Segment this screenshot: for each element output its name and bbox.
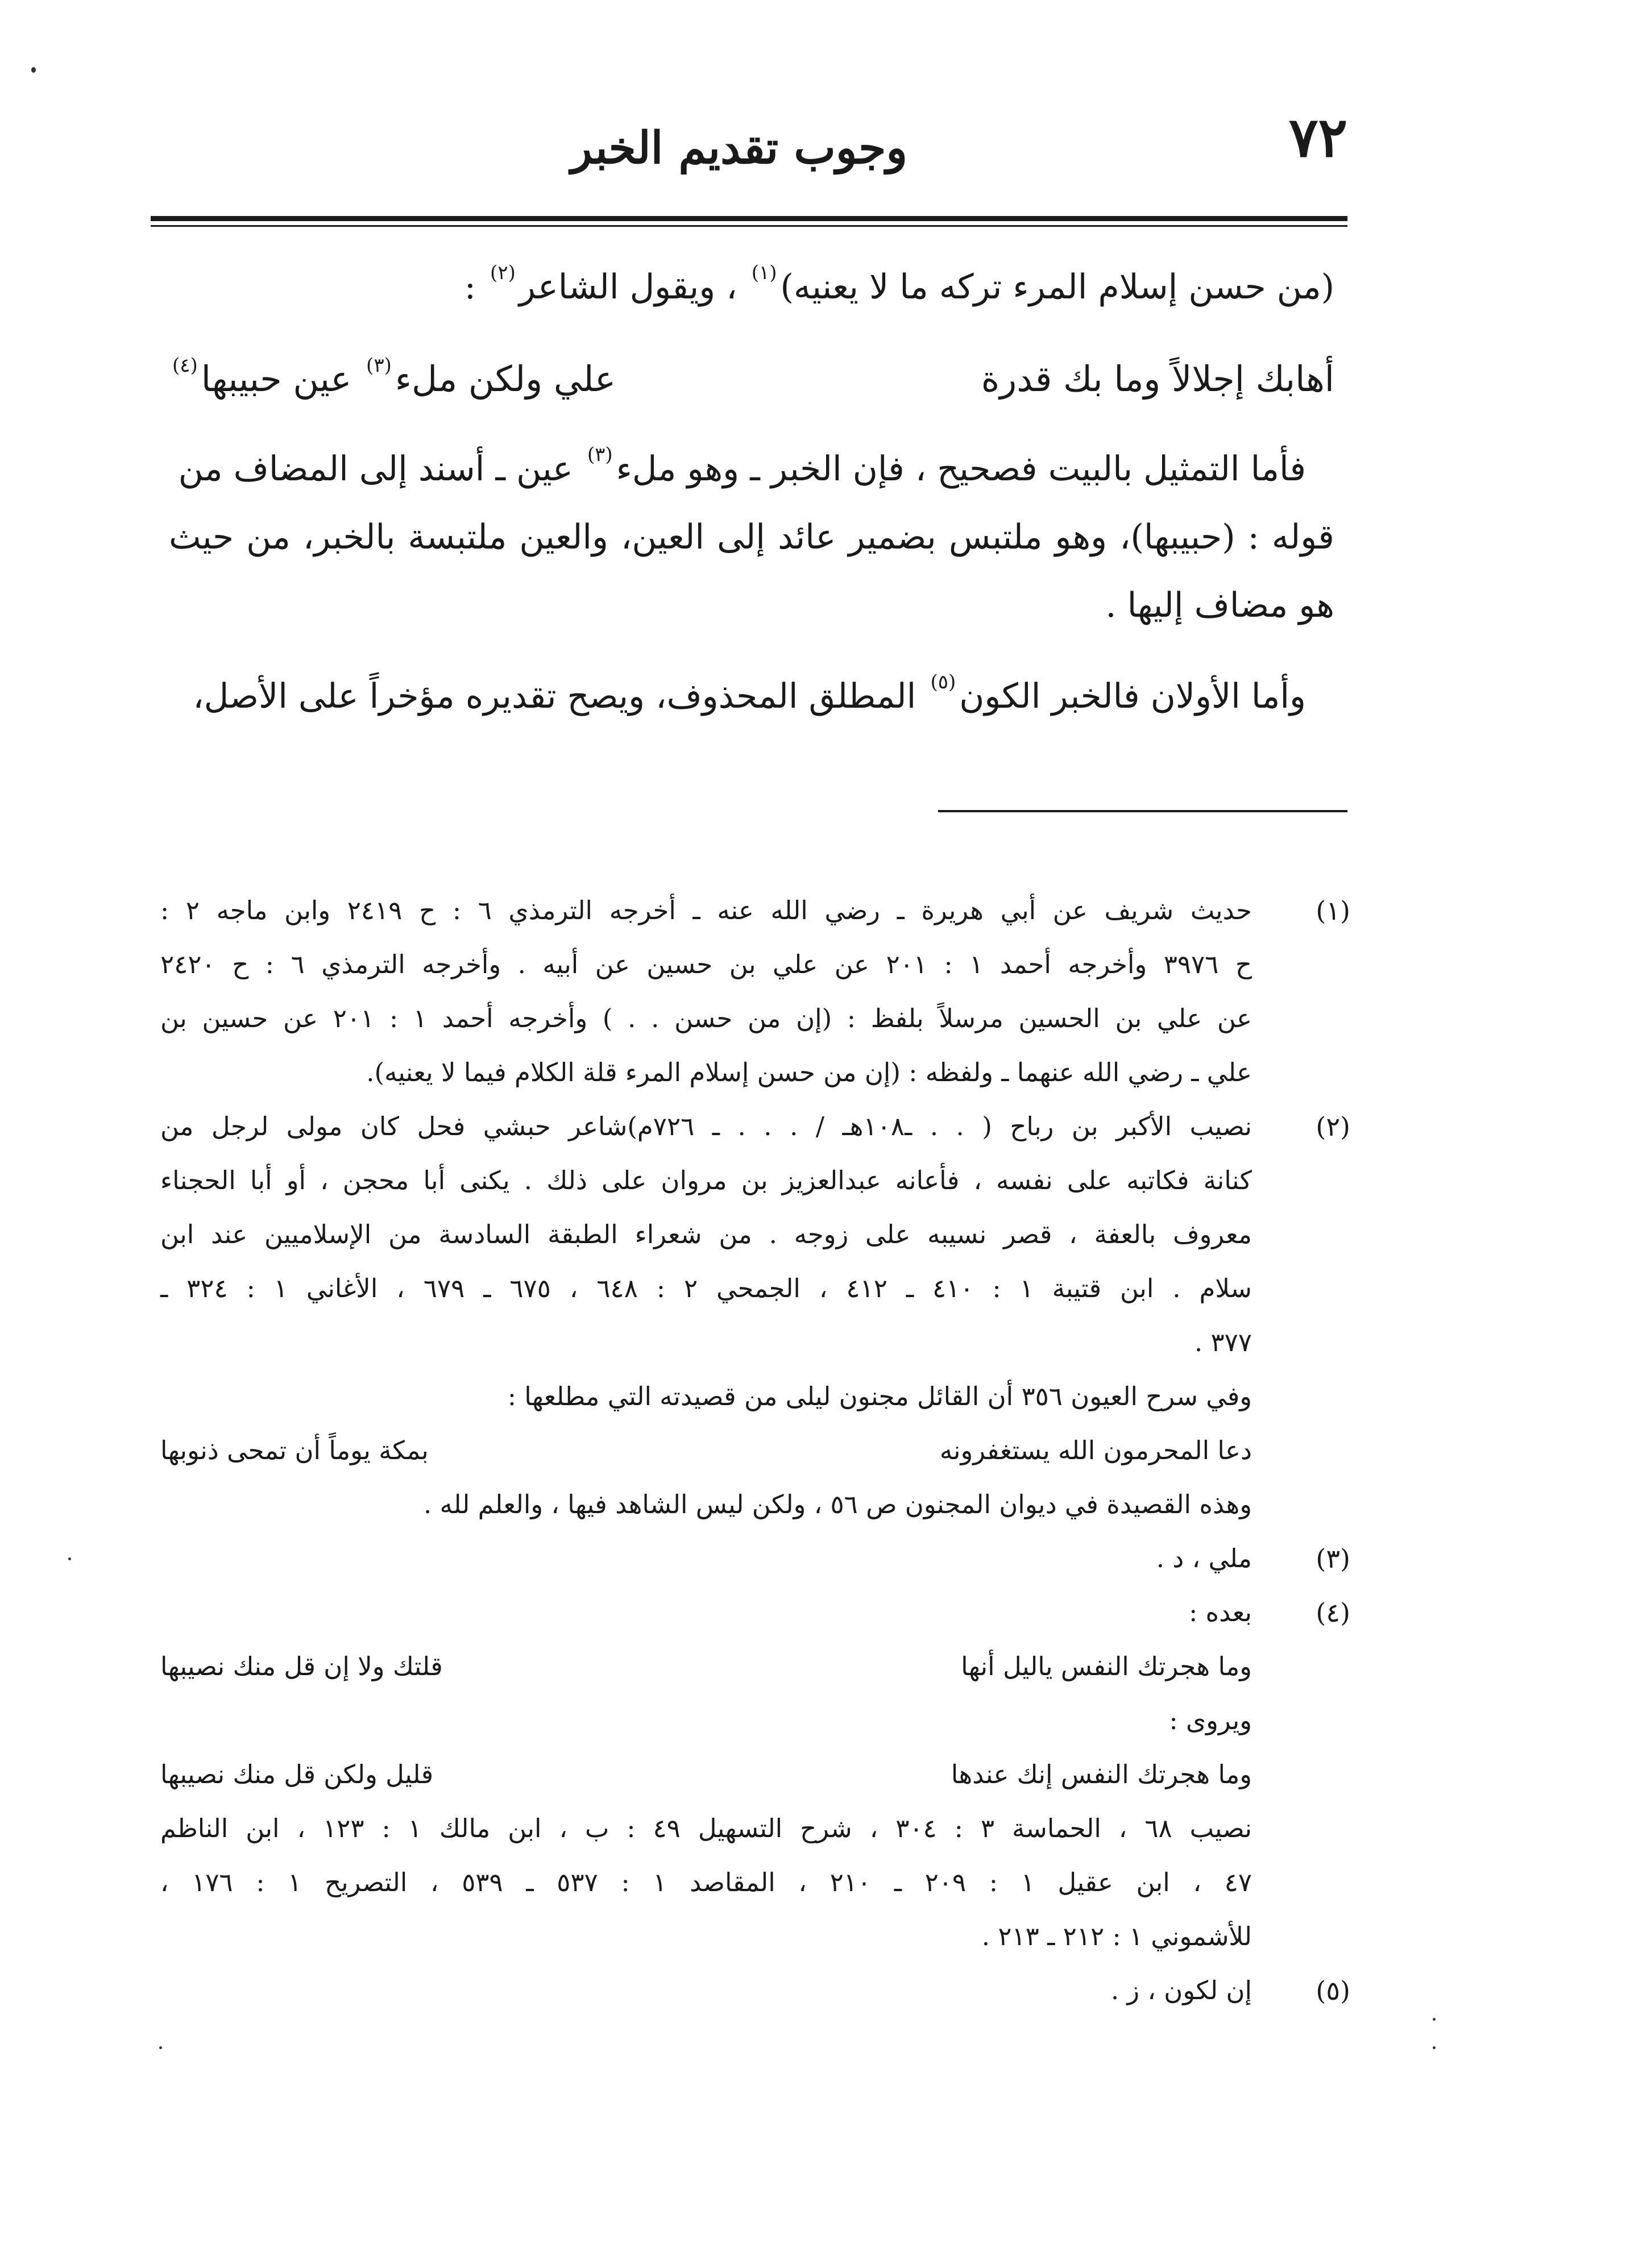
footnote-2-line: ٣٧٧ . — [1194, 1327, 1252, 1357]
footnote-5-text: إن لكون ، ز . — [1110, 1975, 1252, 2005]
footnote-ref: (٣) — [366, 354, 392, 377]
paragraph-1-line-3: هو مضاف إليها . — [1105, 585, 1334, 625]
main-line-1: (من حسن إسلام المرء تركه ما لا يعنيه)$^{(١)}$ ، ويقول الشاعر$^{(٢)}$ : — [464, 261, 1334, 307]
footnote-2-verse — [160, 1435, 1252, 1465]
paragraph-1-line-1: فأما التمثيل بالبيت فصحيح ، فإن الخبر ـ وهو ملء$^{(٣)}$ عين ـ أسند إلى المضاف من — [178, 443, 1306, 489]
verse-hemistich-2: قليل ولكن قل منك نصيبها — [160, 1759, 434, 1789]
footnote-3-text: ملي ، د . — [1156, 1543, 1252, 1573]
footnote-number: (٢) — [1316, 1111, 1350, 1142]
header-rule-thin — [151, 225, 1347, 227]
footnote-number: (٣) — [1316, 1543, 1350, 1574]
footnote-number: (٥) — [1316, 1975, 1350, 2006]
footnote-1-line: علي ـ رضي الله عنهما ـ ولفظه : (إن من حسن إسلام المرء قلة الكلام فيما لا يعنيه). — [366, 1057, 1252, 1087]
footnote-1-line: ح ٣٩٧٦ وأخرجه أحمد ١ : ٢٠١ عن علي بن حسين عن أبيه . وأخرجه الترمذي ٦ : ح ٢٤٢٠ — [160, 949, 1252, 979]
footnote-ref: (٤) — [172, 354, 198, 377]
footnote-ref: (١) — [751, 261, 777, 284]
verse-hemistich-2: علي ولكن ملء$^{(٣)}$ عين حبيبها$^{(٤)}$ — [172, 354, 616, 400]
footnote-2-line: وهذه القصيدة في ديوان المجنون ص ٥٦ ، ولكن ليس الشاهد فيها ، والعلم لله . — [423, 1489, 1252, 1519]
header-rule — [151, 216, 1347, 221]
scan-speck — [68, 1557, 71, 1560]
scan-speck — [1433, 2018, 1436, 2021]
footnote-ref: (٢) — [490, 261, 516, 284]
footnote-4-verse — [160, 1651, 1252, 1681]
scan-speck — [31, 67, 36, 73]
running-head: وجوب تقديم الخبر — [570, 122, 907, 174]
verse-hemistich-2: قلتك ولا إن قل منك نصيبها — [160, 1651, 443, 1681]
footnote-ref: (٥) — [930, 671, 956, 693]
footnote-4-line: ٤٧ ، ابن عقيل ١ : ٢٠٩ ـ ٢١٠ ، المقاصد ١ : ٥٣٧ ـ ٥٣٩ ، التصريح ١ : ١٧٦ ، — [160, 1867, 1252, 1897]
footnote-2-line: سلام . ابن قتيبة ١ : ٤١٠ ـ ٤١٢ ، الجمحي ٢ : ٦٤٨ ، ٦٧٥ ـ ٦٧٩ ، الأغاني ١ : ٣٢٤ ـ — [160, 1273, 1252, 1303]
footnote-4-line: بعده : — [1189, 1597, 1252, 1627]
footnote-ref: (٣) — [587, 443, 613, 466]
footnote-2-line: كنانة فكاتبه على نفسه ، فأعانه عبدالعزيز بن مروان على ذلك . يكنى أبا محجن ، أو أبا الحجناء — [160, 1165, 1252, 1195]
scan-speck — [1433, 2046, 1436, 2049]
paragraph-2-line-1: وأما الأولان فالخبر الكون$^{(٥)}$ المطلق المحذوف، ويصح تقديره مؤخراً على الأصل، — [193, 671, 1306, 716]
footnote-4-line: ويروى : — [1169, 1705, 1252, 1735]
footnote-4-line: نصيب ٦٨ ، الحماسة ٣ : ٣٠٤ ، شرح التسهيل ٤٩ : ب ، ابن مالك ١ : ١٢٣ ، ابن الناظم — [160, 1813, 1252, 1843]
scan-speck — [159, 2046, 162, 2049]
footnote-1-line: حديث شريف عن أبي هريرة ـ رضي الله عنه ـ أخرجه الترمذي ٦ : ح ٢٤١٩ وابن ماجه ٢ : — [160, 895, 1252, 925]
footnote-2-line: معروف بالعفة ، قصر نسيبه على زوجه . من شعراء الطبقة السادسة من الإسلاميين عند ابن — [160, 1219, 1252, 1249]
footnote-number: (١) — [1316, 895, 1350, 926]
footnote-separator — [938, 810, 1347, 812]
footnote-2-line: وفي سرح العيون ٣٥٦ أن القائل مجنون ليلى من قصيدته التي مطلعها : — [507, 1381, 1252, 1411]
footnote-number: (٤) — [1316, 1597, 1350, 1628]
verse-hemistich-1: وما هجرتك النفس إنك عندها — [951, 1759, 1252, 1789]
footnote-2-line: نصيب الأكبر بن رباح ( . . ـ١٠٨هـ / . . . ـ ٧٢٦م)شاعر حبشي فحل كان مولى لرجل من — [160, 1111, 1252, 1141]
page-number: ٧٢ — [1288, 105, 1347, 169]
verse-hemistich-1: أهابك إجلالاً وما بك قدرة — [981, 358, 1334, 400]
footnote-4-line: للأشموني ١ : ٢١٢ ـ ٢١٣ . — [981, 1921, 1252, 1951]
verse-hemistich-1: وما هجرتك النفس ياليل أنها — [961, 1651, 1252, 1681]
verse-hemistich-2: بمكة يوماً أن تمحى ذنوبها — [160, 1435, 429, 1465]
footnote-4-verse — [160, 1759, 1252, 1789]
paragraph-1-line-2: قوله : (حبيبها)، وهو ملتبس بضمير عائد إلى العين، والعين ملتبسة بالخبر، من حيث — [169, 517, 1334, 557]
verse-hemistich-1: دعا المحرمون الله يستغفرونه — [939, 1435, 1252, 1465]
footnote-1-line: عن علي بن الحسين مرسلاً بلفظ : (إن من حسن . . ) وأخرجه أحمد ١ : ٢٠١ عن حسين بن — [160, 1003, 1252, 1033]
verse-line — [169, 354, 1334, 400]
